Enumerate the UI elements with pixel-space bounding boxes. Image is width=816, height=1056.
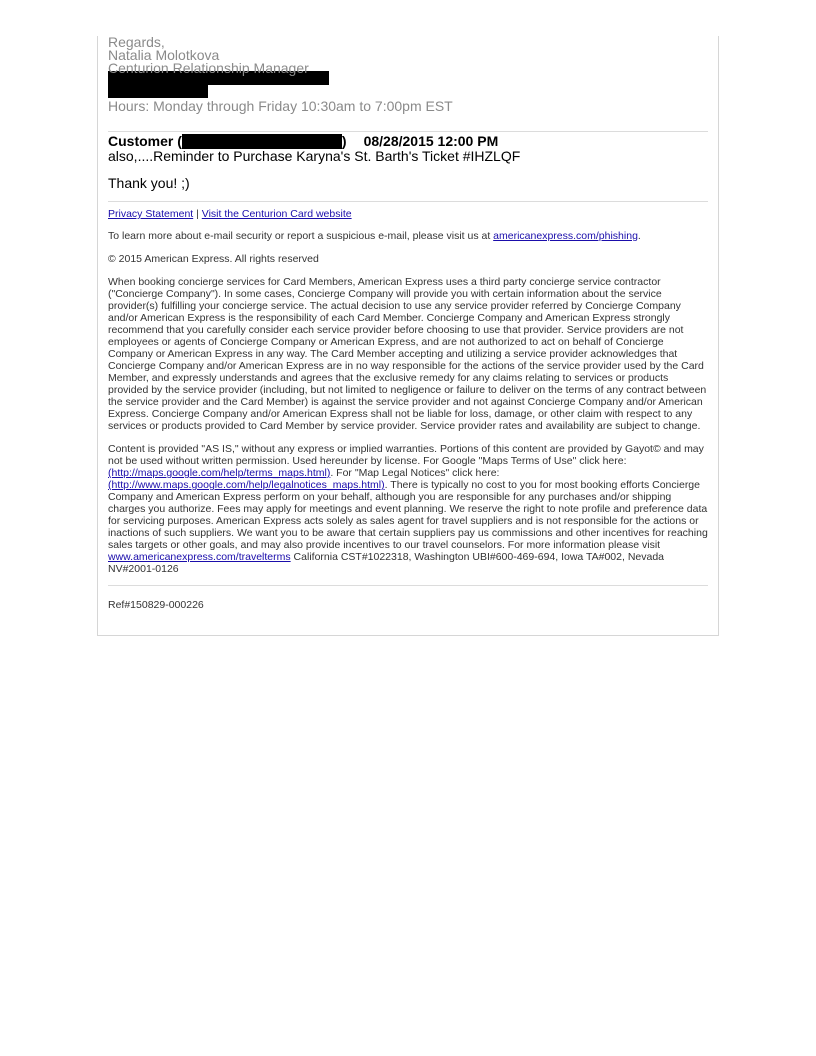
sender-prefix: Customer ( — [108, 133, 182, 149]
content-end: California CST#1022318, Washington UBI#600-469-694, Iowa TA#002, Nevada NV#2001-0126 — [108, 551, 665, 575]
security-notice — [108, 230, 708, 242]
redacted-sender — [182, 134, 342, 149]
travel-terms-link[interactable]: www.americanexpress.com/travelterms — [108, 551, 291, 563]
content-intro: Content is provided "AS IS," without any express or implied warranties. Portions of this content are provided by Gayot© and may not be used without written permission. Used hereunder by license. For Google "Maps Terms of Use" click here: — [108, 443, 704, 467]
sender-suffix: ) — [341, 133, 347, 149]
maps-terms-link[interactable]: (http://maps.google.com/help/terms_maps.html) — [108, 467, 331, 479]
maps-legal-link[interactable]: (http://www.maps.google.com/help/legalnotices_maps.html) — [108, 479, 385, 491]
signature-block — [108, 36, 708, 75]
copyright: © 2015 American Express. All rights reserved — [108, 253, 319, 265]
email-content — [108, 36, 708, 611]
message-line-1: also,....Reminder to Purchase Karyna's St. Barth's Ticket #IHZLQF — [108, 148, 521, 164]
signature-name: Natalia Molotkova — [108, 47, 220, 63]
maps-mid-text: . For "Map Legal Notices" click here: — [330, 467, 500, 479]
message-line-2: Thank you! ;) — [108, 175, 190, 191]
concierge-disclaimer: When booking concierge services for Card Members, American Express uses a third party concierge service contractor ("Concierge Company"). In some cases, Concierge Company will provide you with certain information about the service provider(s) fulfilling your concierge service. The actual decision to use any service provider referred by Concierge Company and/or American Express is the responsibility of each Card Member. Concierge Company and American Express strongly recommend that you carefully consider each service provider before choosing to use that provider. Service providers are not employees or agents of Concierge Company or American Express, and are not authorized to act on behalf of Concierge Company or American Express in any way. The Card Member accepting and utilizing a service provider acknowledges that Concierge Company and/or American Express are in no way responsible for the actions of the service provider used by the Card Member, and expressly understands and agrees that the exclusive remedy for any claims relating to services or products provided by the service provider (including, but not limited to negligence or failure to deliver on the terms of any contract between the service provider and the Card Member) is against the service provider and not against Concierge Company and/or American Express. Concierge Company and/or American Express shall not be liable for loss, damage, or other claim with respect to any services or products provided to Card Member by service provider. Service provider rates and availability are subject to change. — [108, 276, 707, 432]
divider — [108, 585, 708, 586]
divider — [108, 201, 708, 202]
centurion-website-link[interactable]: Visit the Centurion Card website — [201, 208, 352, 220]
content-disclaimer — [108, 443, 708, 575]
phishing-link[interactable]: americanexpress.com/phishing — [493, 230, 638, 242]
content-rest: . There is typically no cost to you for most booking efforts Concierge Company and American Express perform on your behalf, although you are responsible for any purchases and/or shipping charges you authorize. Fees may apply for meetings and event planning. We reserve the right to note profile and preference data for servicing purposes. American Express acts solely as sales agent for travel suppliers and is not responsible for the actions or inactions of such suppliers. We want you to be aware that certain suppliers pay us commissions and other incentives for reaching sales targets or other goals, and may also provide incentives to our travel counselors. For more information please visit — [108, 479, 708, 551]
security-text: To learn more about e-mail security or report a suspicious e-mail, please visit us at — [108, 230, 491, 242]
footer-links — [108, 208, 708, 220]
reference-number: Ref#150829-000226 — [108, 599, 204, 611]
signature-hours: Hours: Monday through Friday 10:30am to 7:00pm EST — [108, 98, 453, 114]
divider — [108, 131, 708, 132]
signature-regards: Regards, — [108, 34, 165, 50]
link-separator: | — [196, 208, 199, 220]
message-header — [108, 134, 708, 149]
privacy-statement-link[interactable]: Privacy Statement — [108, 208, 194, 220]
security-period: . — [637, 230, 641, 242]
message-datetime: 08/28/2015 12:00 PM — [363, 133, 499, 149]
redacted-contact-line-2 — [108, 85, 208, 98]
email-card — [97, 36, 719, 636]
signature-title: Centurion Relationship Manager — [108, 60, 309, 76]
